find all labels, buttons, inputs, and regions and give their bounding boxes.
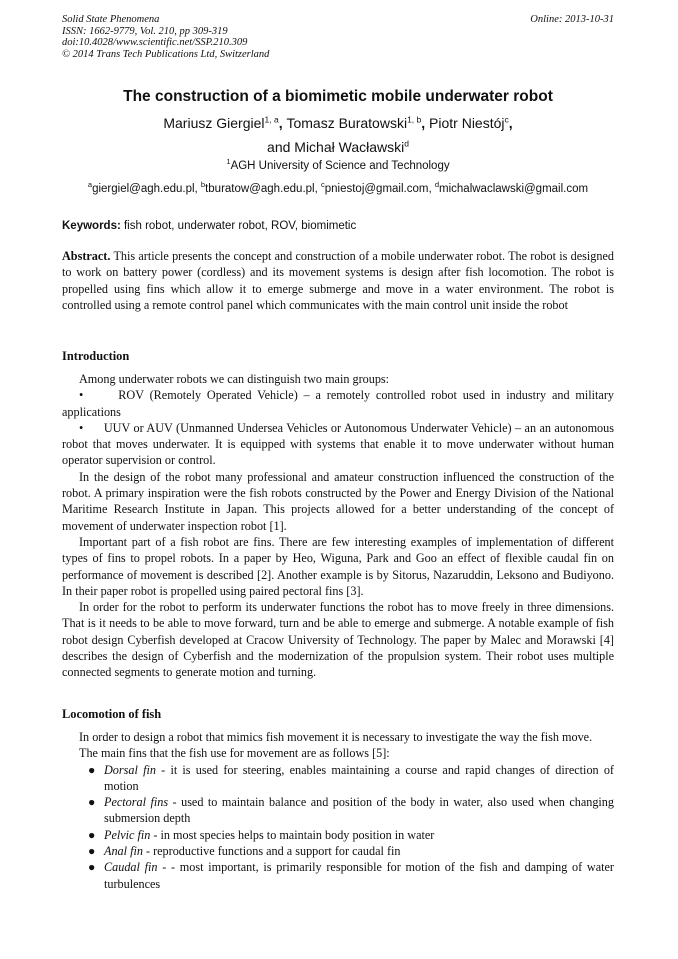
doi-line[interactable]: doi:10.4028/www.scientific.net/SSP.210.309 <box>62 37 248 48</box>
fin-list <box>62 762 614 892</box>
affiliation: $^1$AGH University of Science and Technology <box>226 157 450 172</box>
paragraph: Among underwater robots we can distinguish two main groups: <box>79 372 390 386</box>
list-item: ● Dorsal fin - it is used for steering, enables maintaining a course and rapid changes of direction of motion <box>88 762 614 793</box>
list-item: • ROV (Remotely Operated Vehicle) – a remotely controlled robot used in industry and military applications <box>62 388 614 419</box>
fin-name: Caudal fin - <box>104 860 172 875</box>
abstract-text: This article presents the concept and construction of a mobile underwater robot. The robot is designed to work on battery power (cordless) and its movement systems is design after fish locomotion. The robot is propelled using fins which allow it to emerge submerge and move in a water environment. The robot is controlled using a remote control panel which communicates with the main control unit inside the robot <box>62 249 614 312</box>
email-link[interactable]: giergiel@agh.edu.pl, <box>92 183 201 195</box>
paragraph: In the design of the robot many professional and amateur construction influenced the construction of the robot. A primary inspiration were the fish robots constructed by the Power and Energy Division of the National Maritime Research Institute in Japan. This projects allowed for a better understanding of the concept of movement of underwater inspection robot [1]. <box>62 469 614 533</box>
email-link[interactable]: michalwaclawski@gmail.com <box>439 183 589 195</box>
list-item: ● Anal fin - reproductive functions and a support for caudal fin <box>88 844 401 859</box>
journal-name: Solid State Phenomena <box>62 14 160 25</box>
list-item: ● Pelvic fin - in most species helps to maintain body position in water <box>88 827 435 842</box>
author-list: Mariusz Giergiel$^{1, a}$, Tomasz Buratowski$^{1, b}$, Piotr Niestój$^c$, and Michał Wacławski$^d$ <box>163 114 513 155</box>
author-name: Mariusz Giergiel <box>163 115 265 131</box>
keywords-text: fish robot, underwater robot, ROV, biomimetic <box>120 220 357 232</box>
introduction-body <box>62 371 614 681</box>
author-name: Piotr Niestój <box>429 115 505 131</box>
author-affil-sup: 1, a <box>264 114 279 125</box>
section-heading-introduction: Introduction <box>62 349 130 363</box>
paper-title: The construction of a biomimetic mobile underwater robot <box>123 88 553 105</box>
list-item: • UUV or AUV (Unmanned Undersea Vehicles or Autonomous Underwater Vehicle) – an an autonomous robot that moves underwater. It is equipped with systems that enable it to move underwater without human operator supervision or control. <box>62 420 614 468</box>
email-link[interactable]: pniestoj@gmail.com, <box>324 183 435 195</box>
issn-line: ISSN: 1662-9779, Vol. 210, pp 309-319 <box>62 25 228 37</box>
email-link[interactable]: tburatow@agh.edu.pl, <box>205 183 321 195</box>
paragraph: In order for the robot to perform its underwater functions the robot has to move freely in three dimensions. That is it needs to be able to move forward, turn and be able to emerge and submerge. A notable example of fish robot design Cyberfish developed at Cracow University of Technology. The paper by Malec and Morawski [4] describes the design of Cyberfish and the modernization of the propulsion system. Their robot uses multiple connected segments to generate motion and turning. <box>62 600 614 680</box>
author-emails: $^a$giergiel@agh.edu.pl, $^b$tburatow@agh.edu.pl, $^c$pniestoj@gmail.com, $^d$michalwaclawski@gmail.com <box>87 180 589 195</box>
journal-header <box>62 14 614 60</box>
list-item: ● Caudal fin - - most important, is primarily responsible for motion of the fish and damping of water turbulences <box>88 860 614 891</box>
paragraph: Important part of a fish robot are fins. There are few interesting examples of implementation of different types of fins to propel robots. In a paper by Heo, Wiguna, Park and Goo an effect of flexible caudal fin on performance of movement is described [2]. Another example is by Sitorus, Nazaruddin, Leksono and Budiyono. In their paper robot is propelled using paired pectoral fins [3]. <box>62 534 614 598</box>
author-affil-sup: d <box>404 138 409 149</box>
author-name: Michał Wacławski <box>294 139 405 155</box>
author-name: Tomasz Buratowski <box>286 115 408 131</box>
online-date: Online: 2013-10-31 <box>530 14 614 25</box>
fin-name: Anal fin - <box>104 844 154 859</box>
abstract-label: Abstract. <box>62 249 111 263</box>
copyright-line: © 2014 Trans Tech Publications Ltd, Switzerland <box>62 48 270 60</box>
section-heading-locomotion: Locomotion of fish <box>62 707 162 721</box>
keywords-label: Keywords: <box>62 220 121 232</box>
abstract <box>62 248 614 313</box>
author-affil-sup: c <box>504 114 509 125</box>
fin-name: Pelvic fin - <box>104 827 161 842</box>
paragraph: The main fins that the fish use for movement are as follows [5]: <box>79 746 390 761</box>
list-item: ● Pectoral fins - used to maintain balance and position of the body in water, also used when changing submersion depth <box>88 795 614 826</box>
fin-name: Dorsal fin - <box>104 762 171 777</box>
keywords <box>62 220 614 232</box>
fin-name: Pectoral fins - <box>104 795 182 810</box>
paragraph: In order to design a robot that mimics fish movement it is necessary to investigate the way the fish move. <box>79 730 593 744</box>
locomotion-body <box>62 729 614 892</box>
author-affil-sup: 1, b <box>407 114 422 125</box>
